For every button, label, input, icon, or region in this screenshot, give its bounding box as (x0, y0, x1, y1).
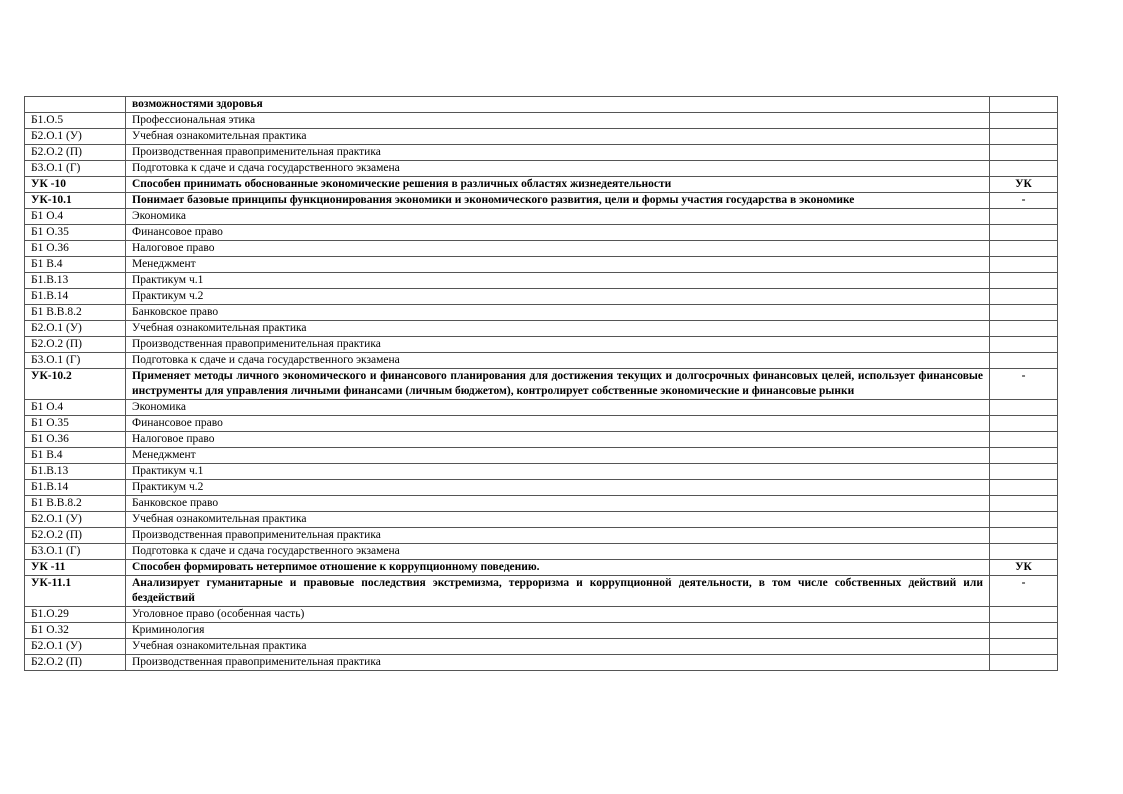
table-body (25, 97, 1058, 671)
table-row (25, 496, 1058, 512)
row-name: Учебная ознакомительная практика (126, 639, 990, 655)
row-mark: - (990, 369, 1058, 400)
table-row (25, 273, 1058, 289)
row-mark (990, 129, 1058, 145)
row-code: Б2.О.2 (П) (25, 337, 126, 353)
row-name: Менеджмент (126, 257, 990, 273)
row-mark (990, 655, 1058, 671)
table-row (25, 145, 1058, 161)
table-row (25, 97, 1058, 113)
row-name: Практикум ч.1 (126, 464, 990, 480)
table-row (25, 480, 1058, 496)
row-mark (990, 337, 1058, 353)
row-code: Б1 О.36 (25, 432, 126, 448)
row-code: Б1 В.В.8.2 (25, 305, 126, 321)
row-name: Профессиональная этика (126, 113, 990, 129)
competency-table (24, 96, 1058, 671)
row-code: Б2.О.2 (П) (25, 655, 126, 671)
row-mark (990, 464, 1058, 480)
row-code: УК -11 (25, 560, 126, 576)
row-name: Учебная ознакомительная практика (126, 512, 990, 528)
row-mark (990, 353, 1058, 369)
row-mark (990, 161, 1058, 177)
row-code: Б2.О.1 (У) (25, 639, 126, 655)
table-row (25, 512, 1058, 528)
row-name: Банковское право (126, 305, 990, 321)
row-code: Б1 В.В.8.2 (25, 496, 126, 512)
row-name: Учебная ознакомительная практика (126, 129, 990, 145)
row-name: Учебная ознакомительная практика (126, 321, 990, 337)
row-name: Финансовое право (126, 225, 990, 241)
table-row (25, 416, 1058, 432)
table-row (25, 528, 1058, 544)
row-mark (990, 273, 1058, 289)
row-name: Подготовка к сдаче и сдача государственного экзамена (126, 544, 990, 560)
table-row (25, 560, 1058, 576)
row-name: Практикум ч.1 (126, 273, 990, 289)
table-row (25, 464, 1058, 480)
table-row (25, 129, 1058, 145)
row-code: Б2.О.2 (П) (25, 145, 126, 161)
row-code: Б1 О.36 (25, 241, 126, 257)
row-name: Подготовка к сдаче и сдача государственного экзамена (126, 161, 990, 177)
row-mark (990, 241, 1058, 257)
table-row (25, 432, 1058, 448)
row-name: Производственная правоприменительная практика (126, 655, 990, 671)
table-row (25, 607, 1058, 623)
row-mark (990, 512, 1058, 528)
row-code: Б1 В.4 (25, 448, 126, 464)
row-code: Б1 В.4 (25, 257, 126, 273)
row-name: Понимает базовые принципы функционирования экономики и экономического развития, цели и формы участия государства в экономике (126, 193, 990, 209)
row-mark (990, 480, 1058, 496)
row-code: Б2.О.1 (У) (25, 129, 126, 145)
row-code: УК -10 (25, 177, 126, 193)
row-mark (990, 209, 1058, 225)
row-name: Финансовое право (126, 416, 990, 432)
row-code: Б1 О.4 (25, 209, 126, 225)
table-row (25, 193, 1058, 209)
row-code: Б1.В.13 (25, 273, 126, 289)
row-mark (990, 416, 1058, 432)
table-row (25, 353, 1058, 369)
row-code: Б2.О.1 (У) (25, 512, 126, 528)
row-code: Б1 О.32 (25, 623, 126, 639)
table-row (25, 225, 1058, 241)
row-mark (990, 289, 1058, 305)
row-mark: УК (990, 177, 1058, 193)
row-mark (990, 257, 1058, 273)
row-mark (990, 623, 1058, 639)
row-mark (990, 528, 1058, 544)
table-row (25, 257, 1058, 273)
row-name: Экономика (126, 400, 990, 416)
row-name: Практикум ч.2 (126, 289, 990, 305)
row-mark (990, 639, 1058, 655)
row-name: Способен формировать нетерпимое отношение к коррупционному поведению. (126, 560, 990, 576)
row-mark (990, 400, 1058, 416)
row-name: Производственная правоприменительная практика (126, 528, 990, 544)
row-mark (990, 432, 1058, 448)
row-name: Производственная правоприменительная практика (126, 145, 990, 161)
row-mark (990, 145, 1058, 161)
table-row (25, 337, 1058, 353)
row-name: Экономика (126, 209, 990, 225)
row-code: Б3.О.1 (Г) (25, 353, 126, 369)
row-name: Способен принимать обоснованные экономические решения в различных областях жизнедеятельности (126, 177, 990, 193)
row-code: УК-11.1 (25, 576, 126, 607)
row-mark: УК (990, 560, 1058, 576)
table-row (25, 400, 1058, 416)
row-code: Б2.О.1 (У) (25, 321, 126, 337)
row-mark (990, 305, 1058, 321)
row-code: УК-10.2 (25, 369, 126, 400)
table-row (25, 113, 1058, 129)
row-code (25, 97, 126, 113)
row-code: Б1.О.5 (25, 113, 126, 129)
row-name: Анализирует гуманитарные и правовые последствия экстремизма, терроризма и коррупционной деятельности, в том числе собственных действий или бездействий (126, 576, 990, 607)
table-row (25, 209, 1058, 225)
table-row (25, 369, 1058, 400)
row-mark: - (990, 193, 1058, 209)
row-code: Б1.О.29 (25, 607, 126, 623)
row-mark: - (990, 576, 1058, 607)
row-mark (990, 496, 1058, 512)
row-name: Применяет методы личного экономического и финансового планирования для достижения текущих и долгосрочных финансовых целей, использует финансовые инструменты для управления личными финансами (личным бюджетом), контролирует собственные экономические и финансовые рынки (126, 369, 990, 400)
table-row (25, 639, 1058, 655)
table-row (25, 576, 1058, 607)
table-row (25, 655, 1058, 671)
row-mark (990, 113, 1058, 129)
row-name: Налоговое право (126, 432, 990, 448)
row-name: Производственная правоприменительная практика (126, 337, 990, 353)
table-row (25, 177, 1058, 193)
table-row (25, 241, 1058, 257)
table-row (25, 161, 1058, 177)
table-row (25, 623, 1058, 639)
row-mark (990, 97, 1058, 113)
row-name: Менеджмент (126, 448, 990, 464)
row-code: Б1.В.13 (25, 464, 126, 480)
table-row (25, 448, 1058, 464)
row-mark (990, 544, 1058, 560)
row-name: возможностями здоровья (126, 97, 990, 113)
table-row (25, 544, 1058, 560)
row-name: Подготовка к сдаче и сдача государственного экзамена (126, 353, 990, 369)
table-row (25, 321, 1058, 337)
row-name: Практикум ч.2 (126, 480, 990, 496)
row-name: Банковское право (126, 496, 990, 512)
row-code: Б1 О.35 (25, 225, 126, 241)
table-row (25, 305, 1058, 321)
row-code: Б1 О.4 (25, 400, 126, 416)
row-name: Налоговое право (126, 241, 990, 257)
row-mark (990, 448, 1058, 464)
row-code: Б1.В.14 (25, 289, 126, 305)
row-code: Б3.О.1 (Г) (25, 544, 126, 560)
row-code: Б1 О.35 (25, 416, 126, 432)
row-code: УК-10.1 (25, 193, 126, 209)
row-code: Б3.О.1 (Г) (25, 161, 126, 177)
row-mark (990, 607, 1058, 623)
row-mark (990, 225, 1058, 241)
row-name: Криминология (126, 623, 990, 639)
row-code: Б1.В.14 (25, 480, 126, 496)
row-mark (990, 321, 1058, 337)
row-name: Уголовное право (особенная часть) (126, 607, 990, 623)
table-row (25, 289, 1058, 305)
row-code: Б2.О.2 (П) (25, 528, 126, 544)
